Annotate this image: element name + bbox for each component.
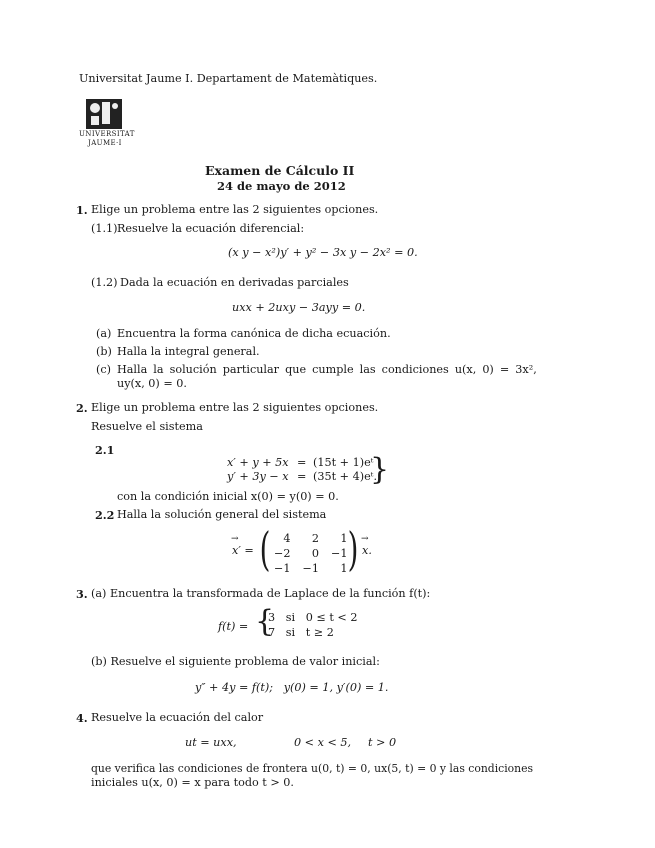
piecewise-brace: { xyxy=(255,604,275,639)
q2-intro: Elige un problema entre las 2 siguientes opciones. xyxy=(91,401,379,414)
q2-eq1-equals: = xyxy=(297,456,307,469)
vector-x: → x. xyxy=(361,534,372,557)
matrix-left-paren: ( xyxy=(259,522,271,576)
q3-f-lhs: f(t) = xyxy=(218,620,249,633)
q1-b-label: (b) xyxy=(96,345,112,358)
q2-1-label: 2.1 xyxy=(95,443,115,457)
q4-domain-x: 0 < x < 5, xyxy=(294,736,352,749)
q1-2-text: Dada la ecuación en derivadas parciales xyxy=(120,276,349,289)
university-logo xyxy=(86,99,122,129)
q2-initial-condition: con la condición inicial x(0) = y(0) = 0. xyxy=(117,490,339,503)
q2-2-text: Halla la solución general del sistema xyxy=(117,508,327,521)
q4-number: 4. xyxy=(76,711,88,725)
q1-2-equation: uxx + 2uxy − 3ayy = 0. xyxy=(232,301,366,314)
matrix-cell: 1 xyxy=(340,561,348,575)
q2-eq1-lhs: x′ + y + 5x xyxy=(227,456,289,469)
q2-system-intro: Resuelve el sistema xyxy=(91,420,203,433)
q1-c-text: Halla la solución particular que cumple las condiciones u(x, 0) = 3x², xyxy=(117,363,537,376)
q1-number: 1. xyxy=(76,203,88,217)
q1-a-text: Encuentra la forma canónica de dicha ecuación. xyxy=(117,327,391,340)
logo-text-line1: UNIVERSITAT xyxy=(79,130,135,138)
q4-heat-equation: ut = uxx, xyxy=(185,736,237,749)
vector-x-prime: → x′ = xyxy=(231,534,254,557)
matrix-right-paren: ) xyxy=(347,522,359,576)
q4-conditions-line1: que verifica las condiciones de frontera u(0, t) = 0, ux(5, t) = 0 y las condiciones xyxy=(91,762,534,775)
q3-case2: 7 si t ≥ 2 xyxy=(268,626,334,639)
q3-ivp: y″ + 4y = f(t); y(0) = 1, y′(0) = 1. xyxy=(195,681,389,694)
q1-c-text2: uy(x, 0) = 0. xyxy=(117,377,187,390)
q3-b-text: (b) Resuelve el siguiente problema de valor inicial: xyxy=(91,655,380,668)
q3-case1: 3 si 0 ≤ t < 2 xyxy=(268,611,358,624)
q2-eq2-rhs: (35t + 4)eᵗ. xyxy=(313,470,378,483)
q2-2-label: 2.2 xyxy=(95,508,115,522)
q4-conditions-line2: iniciales u(x, 0) = x para todo t > 0. xyxy=(91,776,294,789)
matrix-cell: −1 xyxy=(331,546,348,560)
system-brace: } xyxy=(370,452,390,487)
q2-eq2-lhs: y′ + 3y − x xyxy=(227,470,289,483)
exam-title: Examen de Cálculo II xyxy=(205,163,355,178)
matrix-cell: 1 xyxy=(340,531,348,545)
institution-header: Universitat Jaume I. Departament de Matemàtiques. xyxy=(79,72,378,85)
q3-number: 3. xyxy=(76,587,88,601)
exam-date: 24 de mayo de 2012 xyxy=(217,179,346,193)
q1-c-label: (c) xyxy=(96,363,111,376)
matrix-cell: 4 xyxy=(283,531,291,545)
q1-1-equation: (x y − x²)y′ + y² − 3x y − 2x² = 0. xyxy=(228,246,418,259)
logo-text-line2: JAUME·I xyxy=(88,139,122,147)
matrix-cell: −1 xyxy=(274,561,291,575)
q1-intro: Elige un problema entre las 2 siguientes opciones. xyxy=(91,203,379,216)
q1-1-text: Resuelve la ecuación diferencial: xyxy=(117,222,305,235)
coefficient-matrix xyxy=(268,531,354,576)
q4-intro: Resuelve la ecuación del calor xyxy=(91,711,264,724)
q4-domain-t: t > 0 xyxy=(368,736,397,749)
matrix-cell: 0 xyxy=(311,546,319,560)
matrix-cell: −2 xyxy=(274,546,291,560)
q3-a-text: (a) Encuentra la transformada de Laplace de la función f(t): xyxy=(91,587,431,600)
q1-1-label: (1.1) xyxy=(91,222,118,235)
q1-a-label: (a) xyxy=(96,327,112,340)
q1-b-text: Halla la integral general. xyxy=(117,345,260,358)
q2-number: 2. xyxy=(76,401,88,415)
matrix-cell: −1 xyxy=(302,561,319,575)
q2-eq1-rhs: (15t + 1)eᵗ xyxy=(313,456,374,469)
matrix-cell: 2 xyxy=(311,531,319,545)
q2-eq2-equals: = xyxy=(297,470,307,483)
q1-2-label: (1.2) xyxy=(91,276,118,289)
